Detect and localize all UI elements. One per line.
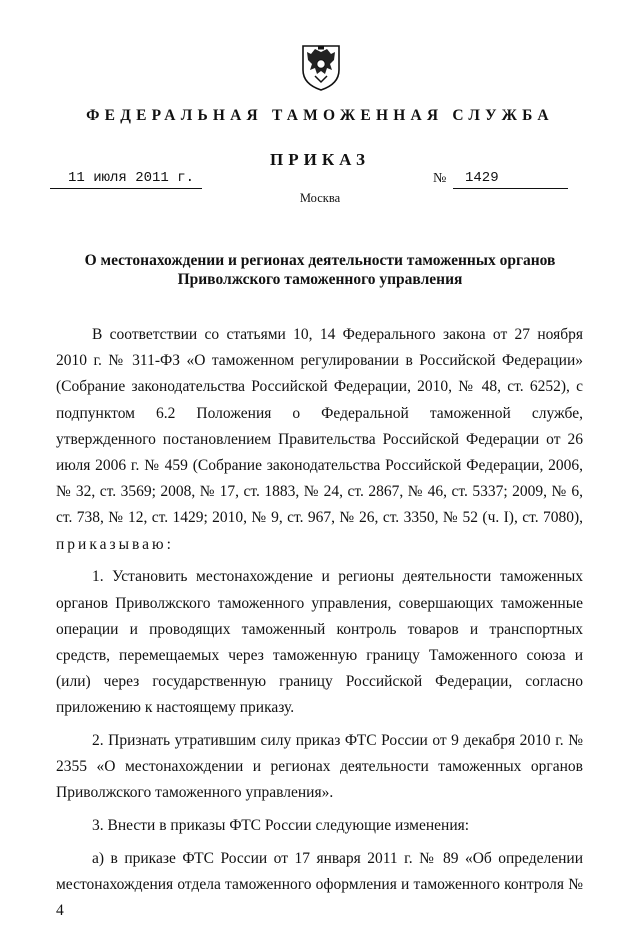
- document-type: ПРИКАЗ: [270, 150, 370, 169]
- preamble-text: В соответствии со статьями 10, 14 Федерального закона от 27 ноября 2010 г. № 311-ФЗ «О таможенном регулировании в Российской Федерации» (Собрание законодательства Российской Федерации, 2010, № 48, ст. 6252), с подпунктом 6.2 Положения о Федеральной таможенной службе, утвержденного постановлением Правительства Российской Федерации от 26 июля 2006 г. № 459 (Собрание законодательства Российской Федерации, 2006, № 32, ст. 3569; 2008, № 17, ст. 1883, № 24, ст. 2867, № 46, ст. 5337; 2009, № 6, ст. 738, № 12, ст. 1429; 2010, № 9, ст. 967, № 26, ст. 3350, № 52 (ч. I), ст. 7080),: [56, 326, 583, 527]
- coat-of-arms-emblem: [299, 40, 343, 92]
- order-title: [60, 251, 580, 289]
- preamble-paragraph: [56, 322, 583, 558]
- agency-name: ФЕДЕРАЛЬНАЯ ТАМОЖЕННАЯ СЛУЖБА: [86, 107, 554, 124]
- item-2: 2. Признать утратившим силу приказ ФТС России от 9 декабря 2010 г. № 2355 «О местонахождении и регионах деятельности таможенных органов Приволжского таможенного управления».: [56, 732, 583, 802]
- order-body: [56, 322, 583, 931]
- order-word: приказываю:: [56, 535, 174, 553]
- order-number: 1429: [453, 170, 568, 189]
- order-date: 11 июля 2011 г.: [50, 170, 202, 189]
- item-3: 3. Внести в приказы ФТС России следующие изменения:: [92, 817, 470, 835]
- item-1: 1. Установить местонахождение и регионы деятельности таможенных органов Приволжского таможенного управления, совершающих таможенные операции и проводящих таможенный контроль товаров и транспортных средств, перемещаемых через таможенную границу Таможенного союза и (или) через государственную границу Российской Федерации, согласно приложению к настоящему приказу.: [56, 568, 583, 717]
- number-sign: №: [433, 171, 447, 186]
- city: Москва: [299, 191, 341, 205]
- item-3a: а) в приказе ФТС России от 17 января 2011 г. № 89 «Об определении местонахождения отдела таможенного оформления и таможенного контроля № 4: [56, 849, 583, 920]
- title-line-1: О местонахождении и регионах деятельности таможенных органов: [84, 252, 556, 269]
- title-line-2: Приволжского таможенного управления: [177, 271, 463, 288]
